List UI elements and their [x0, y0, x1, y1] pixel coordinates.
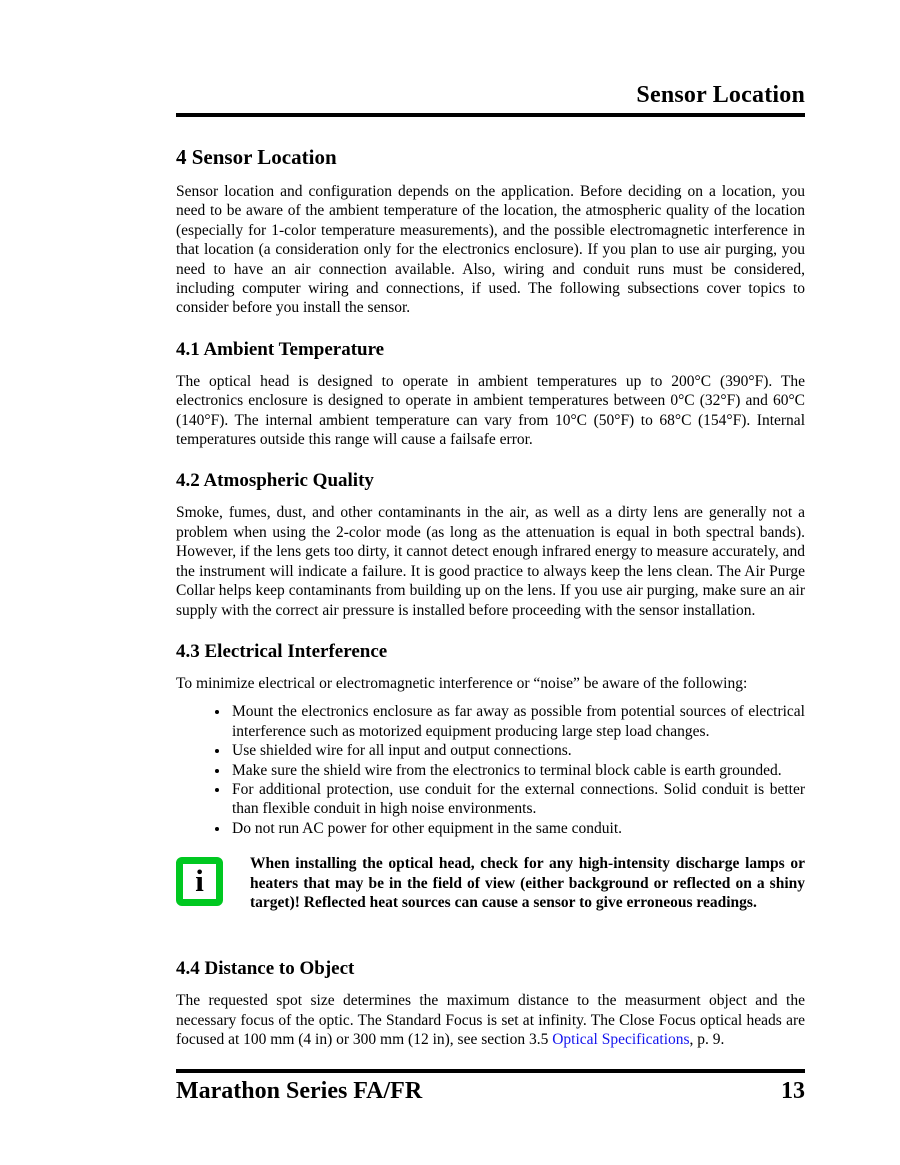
footer-document-title: Marathon Series FA/FR [176, 1078, 423, 1104]
section-4-3-intro: To minimize electrical or electromagnetic interference or “noise” be aware of the following: [176, 674, 748, 692]
bullet-item: • Do not run AC power for other equipment in the same conduit. [230, 819, 805, 838]
section-4-4-text-end: , p. 9. [689, 1031, 725, 1049]
section-4-1-paragraph: The optical head is designed to operate in ambient temperatures up to 200°C (390°F). The electronics enclosure is designed to operate in ambient temperatures between 0°C (32°F) and 60°C (140°F). The internal ambient temperature can vary from 10°C (50°F) to 68°C (154°F). Internal temperatures outside this range will cause a failsafe error. [176, 372, 805, 449]
section-4-2-paragraph: Smoke, fumes, dust, and other contaminants in the air, as well as a dirty lens are generally not a problem when using the 2-color mode (as long as the attenuation is equal in both spectral bands). However, if the lens gets too dirty, it cannot detect enough infrared energy to measure accurately, and the instrument will indicate a failure. It is good practice to always keep the lens clean. The Air Purge Collar helps keep contaminants from building up on the lens. If you use air purging, make sure an air supply with the correct air pressure is installed before proceeding with the sensor installation. [176, 504, 805, 619]
page-footer [176, 1069, 805, 1105]
bullet-item: • Make sure the shield wire from the electronics to terminal block cable is earth grounded. [230, 761, 805, 780]
section-4-2-heading: 4.2 Atmospheric Quality [176, 470, 374, 492]
electrical-interference-bullet-list [176, 702, 805, 838]
section-4-4-heading: 4.4 Distance to Object [176, 958, 355, 980]
section-4-paragraph: Sensor location and configuration depends on the application. Before deciding on a location, you need to be aware of the ambient temperature of the location, the atmospheric quality of the location (especially for 1-color temperature measurements), and the possible electromagnetic interference in that location (a consideration only for the electronics enclosure). If you plan to use air purging, you need to have an air connection available. Also, wiring and conduit runs must be considered, including computer wiring and connections, if used. The following subsections cover topics to consider before you install the sensor. [176, 183, 805, 317]
bullet-item: • Use shielded wire for all input and output connections. [230, 741, 805, 760]
section-4-1-heading: 4.1 Ambient Temperature [176, 338, 385, 360]
section-4-4-text-start: The requested spot size determines the maximum distance to the measurment object and the necessary focus of the optic. The Standard Focus is set at infinity. The Close Focus optical heads are focused at 100 mm (4 in) or 300 mm (12 in), see section 3.5 [176, 992, 805, 1049]
info-icon: i [176, 857, 223, 906]
section-4-3-heading: 4.3 Electrical Interference [176, 640, 388, 662]
running-header-title: Sensor Location [176, 82, 805, 117]
bullet-item: • Mount the electronics enclosure as far away as possible from potential sources of electrical interference such as motorized equipment producing large step load changes. [230, 702, 805, 741]
section-4-4-paragraph [176, 991, 805, 1049]
info-note [176, 857, 805, 912]
bullet-item: • For additional protection, use conduit for the external connections. Solid conduit is better than flexible conduit in high noise environments. [230, 780, 805, 819]
section-4-heading: 4 Sensor Location [176, 145, 337, 169]
info-note-text: When installing the optical head, check for any high-intensity discharge lamps or heaters that may be in the field of view (either background or reflected on a shiny target)! Reflected heat sources can cause a sensor to give erroneous readings. [250, 855, 805, 911]
optical-specifications-link[interactable]: Optical Specifications [552, 1031, 690, 1049]
footer-page-number: 13 [781, 1078, 805, 1104]
page-content [176, 0, 805, 1050]
